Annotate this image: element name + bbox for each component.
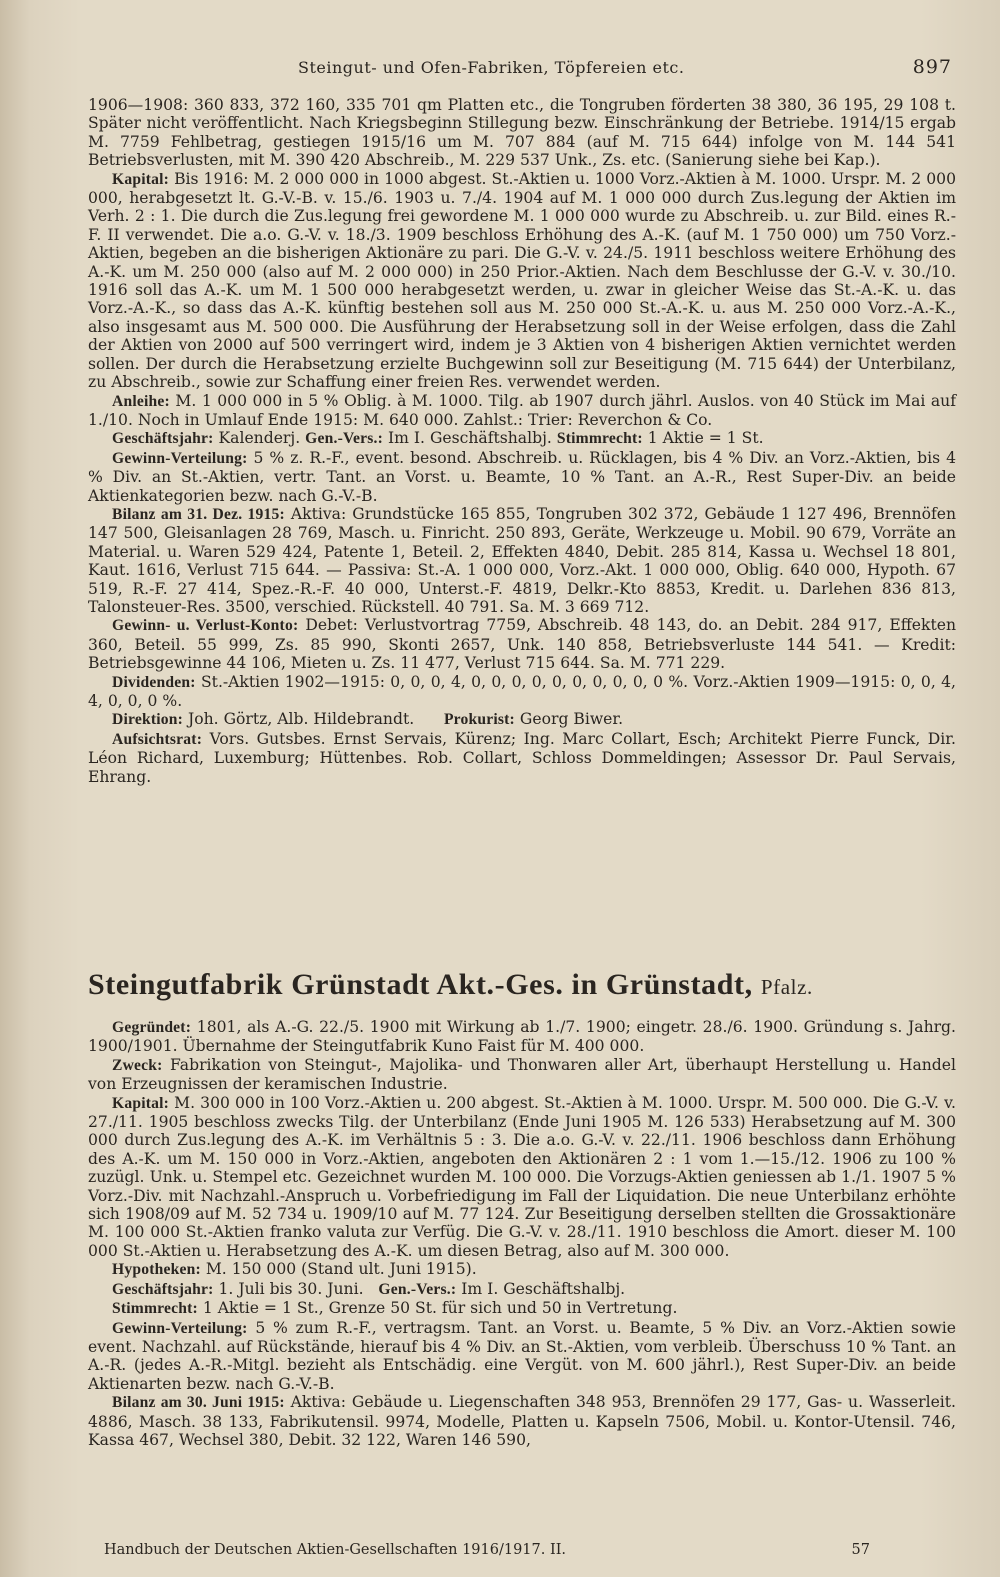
anleihe-text: M. 1 000 000 in 5 % Oblig. à M. 1000. Tilg. ab 1907 durch jährl. Auslos. von 40 Stück im Mai auf 1./10. Noch in Umlauf Ende 1915: M. 640 000. Zahlst.: Trier: Reverchon & Co. [88, 391, 956, 429]
stimmrecht-text: 1 Aktie = 1 St. [647, 429, 764, 448]
direktion-text: Joh. Görtz, Alb. Hildebrandt. [187, 710, 415, 729]
zweck-label: Zweck: [112, 1056, 163, 1074]
page-number: 897 [912, 56, 952, 78]
section-2-body [88, 1018, 956, 1449]
company-region: Pfalz. [760, 975, 813, 999]
genvers2-text: Im I. Geschäftshalbj. [461, 1279, 626, 1298]
zweck-text: Fabrikation von Steingut-, Majolika- und Thonwaren aller Art, überhaupt Herstellung u. Handel von Erzeugnissen der keramischen Industrie. [88, 1055, 956, 1094]
aufsichtsrat-paragraph [88, 730, 956, 786]
dividenden-label: Dividenden: [112, 673, 196, 691]
intro-paragraph [88, 96, 956, 170]
bilanz2-paragraph [88, 1393, 956, 1449]
prokurist-text: Georg Biwer. [519, 710, 624, 729]
gewinnverteilung-label: Gewinn-Verteilung: [112, 449, 248, 467]
prokurist-label: Prokurist: [443, 711, 515, 729]
kapital2-text: M. 300 000 in 100 Vorz.-Aktien u. 200 abgest. St.-Aktien à M. 1000. Urspr. M. 500 000. Die G.-V. v. 27./11. 1905 beschloss zwecks Tilg. der Unterbilanz (Ende Juni 1905 M. 126 533) Herabsetzung auf M. 300 000 durch Zus.legung des A.-K. im Verhältnis 5 : 3. Die a.o. G.-V. v. 22./11. 1906 beschloss dann Erhöhung des A.-K. um M. 150 000 in Vorz.-Aktien, angeboten den Aktionären 2 : 1 vom 1.—15./12. 1906 zu 100 % zuzügl. Unk. u. Stempel etc. Gezeichnet wurden M. 100 000. Die Vorzugs-Aktien geniessen ab 1./1. 1907 5 % Vorz.-Div. mit Nachzahl.-Anspruch u. Vorbefriedigung im Fall der Liquidation. Die neue Unterbilanz erhöhte sich 1908/09 auf M. 52 734 u. 1909/10 auf M. 77 124. Zur Beseitigung derselben stellten die Grossaktionäre M. 100 000 St.-Aktien franko valuta zur Verfüg. Die G.-V. v. 28./11. 1910 beschloss die Amort. dieser M. 100 000 St.-Aktien u. Herabsetzung des A.-K. um diesen Betrag, also auf M. 300 000. [88, 1093, 956, 1260]
gegruendet-paragraph [88, 1018, 956, 1056]
direktion-paragraph [88, 710, 956, 729]
bilanz2-label: Bilanz am 30. Juni 1915: [112, 1394, 285, 1412]
gewinnverteilung-text: 5 % z. R.-F., event. besond. Abschreib. u. Rücklagen, bis 4 % Div. an Vorz.-Aktien, bis 4 % Div. an St.-Aktien, vertr. Tant. an Vorst. u. Beamte, 10 % Tant. an A.-R., Rest Super-Div. an beide Aktienkategorien bezw. nach G.-V.-B. [88, 448, 956, 505]
geschaeftsjahr2-paragraph [88, 1280, 956, 1299]
gegruendet-text: 1801, als A.-G. 22./5. 1900 mit Wirkung ab 1./7. 1900; eingetr. 28./6. 1900. Gründung s. Jahrg. 1900/1901. Übernahme der Steingutfabrik Kuno Faist für M. 400 000. [88, 1018, 957, 1056]
kapital-paragraph [88, 170, 956, 392]
hypotheken-text: M. 150 000 (Stand ult. Juni 1915). [205, 1260, 477, 1279]
section-1-body [88, 96, 956, 786]
genvers2-label: Gen.-Vers.: [378, 1280, 457, 1298]
stimmrecht-label: Stimmrecht: [556, 430, 643, 448]
gewinnverteilung2-paragraph [88, 1319, 956, 1394]
bilanz2-text: Aktiva: Gebäude u. Liegenschaften 348 953, Brennöfen 29 177, Gas- u. Wasserleit. 4886, Masch. 38 133, Fabrikutensil. 9974, Modelle, Platten u. Kapseln 7506, Mobil. u. Kontor-Utensil. 746, Kassa 467, Wechsel 380, Debit. 32 122, Waren 146 590, [88, 1393, 957, 1449]
gewinnverteilung2-label: Gewinn-Verteilung: [112, 1319, 248, 1337]
kapital2-label: Kapital: [112, 1094, 170, 1112]
gewinnverteilung2-text: 5 % zum R.-F., vertragsm. Tant. an Vorst. u. Beamte, 5 % Div. an Vorz.-Aktien sowie event. Nachzahl. auf Rückstände, hierauf bis 4 % Div. an St.-Aktien, vom verbleib. Überschuss 10 % Tant. an A.-R. (jedes A.-R.-Mitgl. bezieht als Entschädig. eine Vergüt. von M. 600 jährl.), Rest Super-Div. an beide Aktienarten bezw. nach G.-V.-B. [88, 1318, 956, 1393]
running-title: Steingut- und Ofen-Fabriken, Töpfereien etc. [298, 58, 685, 77]
zweck-paragraph [88, 1056, 956, 1094]
kapital-text: Bis 1916: M. 2 000 000 in 1000 abgest. St.-Aktien u. 1000 Vorz.-Aktien à M. 1000. Urspr. M. 2 000 000, herabgesetzt lt. G.-V.-B. v. 15./6. 1903 u. 7./4. 1904 auf M. 1 000 000 durch Zus.legung der Aktien im Verh. 2 : 1. Die durch die Zus.legung frei gewordene M. 1 000 000 wurde zu Abschreib. u. zur Bild. eines R.-F. II verwendet. Die a.o. G.-V. v. 18./3. 1909 beschloss Erhöhung des A.-K. (auf M. 1 750 000) um 750 Vorz.-Aktien, begeben an die bisherigen Aktionäre zu pari. Die G.-V. v. 24./5. 1911 beschloss weitere Erhöhung des A.-K. um M. 250 000 (also auf M. 2 000 000) in 250 Prior.-Aktien. Nach dem Beschlusse der G.-V. v. 30./10. 1916 soll das A.-K. um M. 1 500 000 herabgesetzt werden, u. zwar in gleicher Weise das St.-A.-K. u. das Vorz.-A.-K., so dass das A.-K. künftig bestehen soll aus M. 250 000 St.-A.-K. u. aus M. 250 000 Vorz.-A.-K., also insgesamt aus M. 500 000. Die Ausführung der Herabsetzung soll in der Weise erfolgen, dass die Zahl der Aktien von 2000 auf 500 verringert wird, indem je 3 Aktien von 4 bisherigen Aktien vernichtet werden sollen. Der durch die Herabsetzung erzielte Buchgewinn soll zur Beseitigung (M. 715 644) der Unterbilanz, zu Abschreib., sowie zur Schaffung einer freien Res. verwendet werden. [88, 169, 956, 392]
page-footer [104, 1542, 870, 1558]
anleihe-paragraph [88, 392, 956, 430]
geschaeftsjahr2-text: 1. Juli bis 30. Juni. [218, 1279, 364, 1298]
aufsichtsrat-label: Aufsichtsrat: [112, 730, 203, 748]
intro-text: 1906—1908: 360 833, 372 160, 335 701 qm Platten etc., die Tongruben förderten 38 380, 36 195, 29 108 t. Später nicht veröffentlicht. Nach Kriegsbeginn Stillegung bezw. Einschränkung der Betriebe. 1914/15 ergab M. 7759 Fehlbetrag, gestiegen 1915/16 um M. 707 884 (auf M. 715 644) infolge von M. 144 541 Betriebsverlusten, mit M. 390 420 Abschreib., M. 229 537 Unk., Zs. etc. (Sanierung siehe bei Kap.). [88, 96, 956, 170]
dividenden-text: St.-Aktien 1902—1915: 0, 0, 0, 4, 0, 0, 0, 0, 0, 0, 0, 0, 0, 0 %. Vorz.-Aktien 1909—1915: 0, 0, 4, 4, 0, 0, 0 %. [88, 672, 956, 710]
bilanz-label: Bilanz am 31. Dez. 1915: [112, 505, 285, 523]
genvers-text: Im I. Geschäftshalbj. [387, 429, 552, 448]
anleihe-label: Anleihe: [112, 392, 170, 410]
footer-book-title: Handbuch der Deutschen Aktien-Gesellschaften 1916/1917. II. [104, 1542, 567, 1558]
bilanz-text: Aktiva: Grundstücke 165 855, Tongruben 302 372, Gebäude 1 127 496, Brennöfen 147 500, Gleisanlagen 28 769, Masch. u. Finricht. 250 893, Geräte, Werkzeuge u. Mobil. 90 679, Vorräte an Material. u. Waren 529 424, Patente 1, Beteil. 2, Effekten 4840, Debit. 285 814, Kassa u. Wechsel 18 801, Kaut. 1616, Verlust 715 644. — Passiva: St.-A. 1 000 000, Vorz.-Akt. 1 000 000, Oblig. 640 000, Hypoth. 67 519, R.-F. 27 414, Spez.-R.-F. 40 000, Unterst.-F. 4819, Delkr.-Kto 8853, Kredit. u. Darlehen 836 813, Talonsteuer-Res. 3500, verschied. Rückstell. 40 791. Sa. M. 3 669 712. [88, 504, 956, 616]
guv-text: Debet: Verlustvortrag 7759, Abschreib. 48 143, do. an Debit. 284 917, Effekten 360, Beteil. 55 999, Zs. 85 990, Skonti 2657, Unk. 140 858, Betriebsverluste 144 541. — Kredit: Betriebsgewinne 44 106, Mieten u. Zs. 11 477, Verlust 715 644. Sa. M. 771 229. [88, 616, 956, 673]
stimmrecht2-text: 1 Aktie = 1 St., Grenze 50 St. für sich und 50 in Vertretung. [202, 1299, 678, 1318]
geschaeftsjahr-text: Kalenderj. [218, 429, 301, 448]
kapital-label: Kapital: [112, 170, 170, 188]
company-title: Steingutfabrik Grünstadt Akt.-Ges. in Grünstadt, [88, 968, 753, 1001]
bilanz-paragraph [88, 505, 956, 616]
stimmrecht2-paragraph [88, 1299, 956, 1318]
guv-label: Gewinn- u. Verlust-Konto: [112, 617, 299, 635]
company-heading [88, 968, 956, 1002]
geschaeftsjahr-label: Geschäftsjahr: [112, 430, 214, 448]
kapital2-paragraph [88, 1094, 956, 1261]
page-header [88, 56, 952, 82]
gewinnverteilung-paragraph [88, 449, 956, 505]
dividenden-paragraph [88, 673, 956, 711]
hypotheken-paragraph [88, 1260, 956, 1279]
gegruendet-label: Gegründet: [112, 1019, 192, 1036]
geschaeftsjahr-paragraph [88, 429, 956, 448]
direktion-label: Direktion: [112, 711, 184, 729]
aufsichtsrat-text: Vors. Gutsbes. Ernst Servais, Kürenz; Ing. Marc Collart, Esch; Architekt Pierre Funck, Dir. Léon Richard, Luxemburg; Hüttenbes. Rob. Collart, Schloss Dommeldingen; Assessor Dr. Paul Servais, Ehrang. [88, 729, 956, 786]
geschaeftsjahr2-label: Geschäftsjahr: [112, 1280, 214, 1298]
genvers-label: Gen.-Vers.: [305, 430, 384, 448]
stimmrecht2-label: Stimmrecht: [112, 1300, 198, 1318]
guv-paragraph [88, 616, 956, 672]
hypotheken-label: Hypotheken: [112, 1261, 201, 1279]
footer-signature: 57 [851, 1542, 870, 1558]
